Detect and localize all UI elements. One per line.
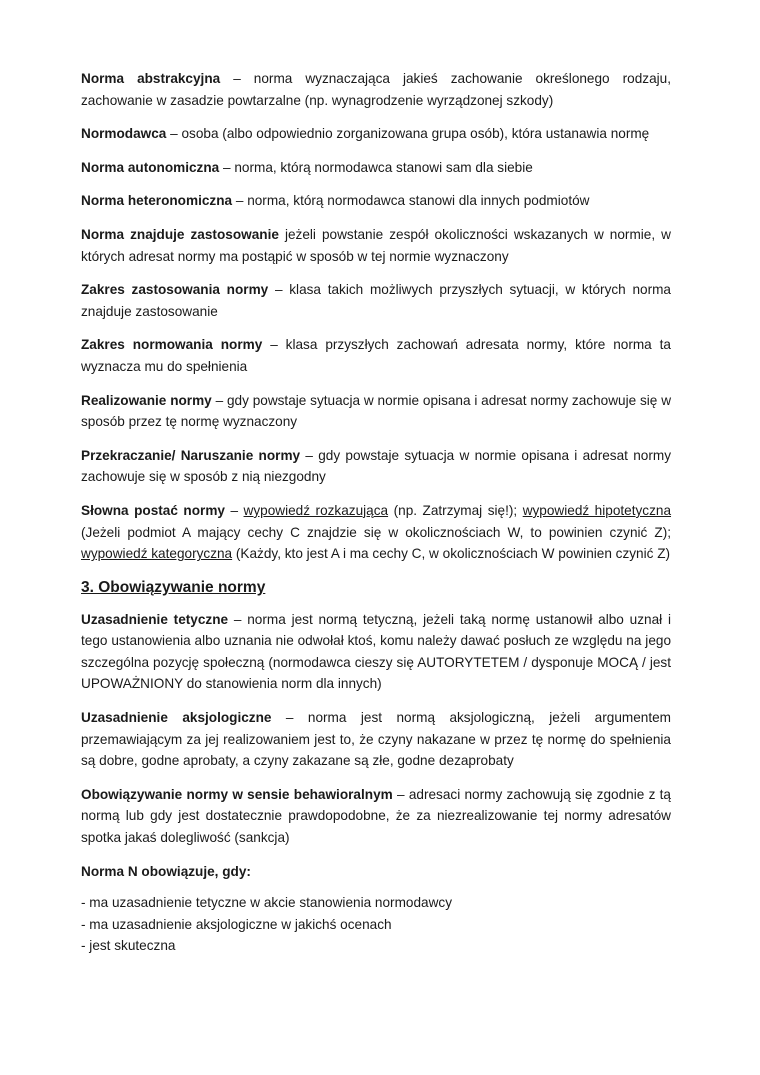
definition-term: Słowna postać normy xyxy=(81,502,225,518)
definition-term: Norma abstrakcyjna xyxy=(81,71,221,86)
underlined-term: wypowiedź rozkazująca xyxy=(243,502,389,518)
definition-paragraph xyxy=(81,334,671,377)
definition-text: (Każdy, kto jest A i ma cechy C, w okolicznościach W powinien czynić Z) xyxy=(232,546,671,562)
definition-term: Zakres zastosowania normy xyxy=(81,282,269,298)
definition-term: Zakres normowania normy xyxy=(81,337,263,353)
conditions-heading-text: Norma N obowiązuje, gdy: xyxy=(81,863,251,879)
definition-paragraph xyxy=(81,445,671,488)
definition-paragraph xyxy=(81,390,671,433)
list-item: - jest skuteczna xyxy=(81,938,176,954)
definition-text: – klasa takich możliwych przyszłych sytuacji, w których norma znajduje zastosowanie xyxy=(81,282,671,319)
definition-paragraph xyxy=(81,68,671,111)
definition-text: – norma, którą normodawca stanowi dla innych podmiotów xyxy=(232,193,590,209)
definition-text: – norma, którą normodawca stanowi sam dla siebie xyxy=(219,159,533,175)
definition-term: Norma heteronomiczna xyxy=(81,193,233,209)
section-heading: 3. Obowiązywanie normy xyxy=(81,578,266,596)
definition-paragraph xyxy=(81,609,671,695)
definition-paragraph xyxy=(81,123,671,145)
definition-term: Norma znajduje zastosowanie xyxy=(81,226,279,242)
definition-term: Uzasadnienie aksjologiczne xyxy=(81,710,272,726)
list-item: - ma uzasadnienie tetyczne w akcie stanowienia normodawcy xyxy=(81,895,452,911)
underlined-term: wypowiedź kategoryczna xyxy=(81,546,233,562)
definition-paragraph xyxy=(81,784,671,849)
document-page xyxy=(81,68,671,957)
definition-term: Realizowanie normy xyxy=(81,392,212,408)
definition-text: jeżeli powstanie zespół okoliczności wskazanych w normie, w których adresat normy ma postąpić w sposób w tej normie wyznaczony xyxy=(81,226,671,264)
definition-text: (np. Zatrzymaj się!); xyxy=(388,502,523,518)
definition-term: Normodawca xyxy=(81,126,167,142)
definition-paragraph xyxy=(81,279,671,322)
definition-paragraph xyxy=(81,707,671,772)
underlined-term: wypowiedź hipotetyczna xyxy=(522,502,672,518)
verbal-form-paragraph xyxy=(81,500,671,565)
definition-term: Przekraczanie/ Naruszanie normy xyxy=(81,447,301,463)
dash: – xyxy=(224,502,244,518)
definition-term: Obowiązywanie normy w sensie behawioralnym xyxy=(81,786,393,802)
conditions-heading xyxy=(81,861,671,883)
definition-text: – gdy powstaje sytuacja w normie opisana i adresat normy zachowuje się w sposób z nią niezgodny xyxy=(81,447,671,485)
conditions-list xyxy=(81,892,671,957)
definition-paragraph xyxy=(81,190,671,212)
definition-text: – klasa przyszłych zachowań adresata normy, które norma ta wyznacza mu do spełnienia xyxy=(81,337,671,374)
definition-term: Norma autonomiczna xyxy=(81,159,220,175)
definition-paragraph xyxy=(81,224,671,267)
list-item: - ma uzasadnienie aksjologiczne w jakichś ocenach xyxy=(81,916,392,932)
definition-text: (Jeżeli podmiot A mający cechy C znajdzie się w okolicznościach W, to powinien czynić Z); xyxy=(81,524,671,540)
definition-text: – norma wyznaczająca jakieś zachowanie określonego rodzaju, zachowanie w zasadzie powtarzalne (np. wynagrodzenie wyrządzonej szkody) xyxy=(81,71,671,108)
definition-term: Uzasadnienie tetyczne xyxy=(81,611,229,627)
definition-text: – adresaci normy zachowują się zgodnie z tą normą lub gdy jest dostatecznie prawdopodobne, że za niezrealizowanie tej normy adresatów spotka jakaś dolegliwość (sankcja) xyxy=(81,786,671,846)
definition-text: – norma jest normą aksjologiczną, jeżeli argumentem przemawiającym za jej realizowaniem jest to, że czyny nakazane w przez tę normę do spełnienia są dobre, godne aprobaty, a czyny zakazane są złe, godne dezaprobaty xyxy=(81,710,671,769)
definition-text: – norma jest normą tetyczną, jeżeli taką normę ustanowił albo uznał i tego ustanowienia albo uznania nie odwołał ktoś, komu należy dawać posłuch ze względu na jego szczególna pozycję społeczną (normodawca cieszy się AUTORYTETEM / dysponuje MOCĄ / jest UPOWAŻNIONY do stanowienia norm dla innych) xyxy=(81,611,671,692)
definition-paragraph xyxy=(81,157,671,179)
definition-text: – osoba (albo odpowiednio zorganizowana grupa osób), która ustanawia normę xyxy=(166,126,650,142)
definition-text: – gdy powstaje sytuacja w normie opisana i adresat normy zachowuje się w sposób przez tę normę wyznaczony xyxy=(81,392,672,430)
